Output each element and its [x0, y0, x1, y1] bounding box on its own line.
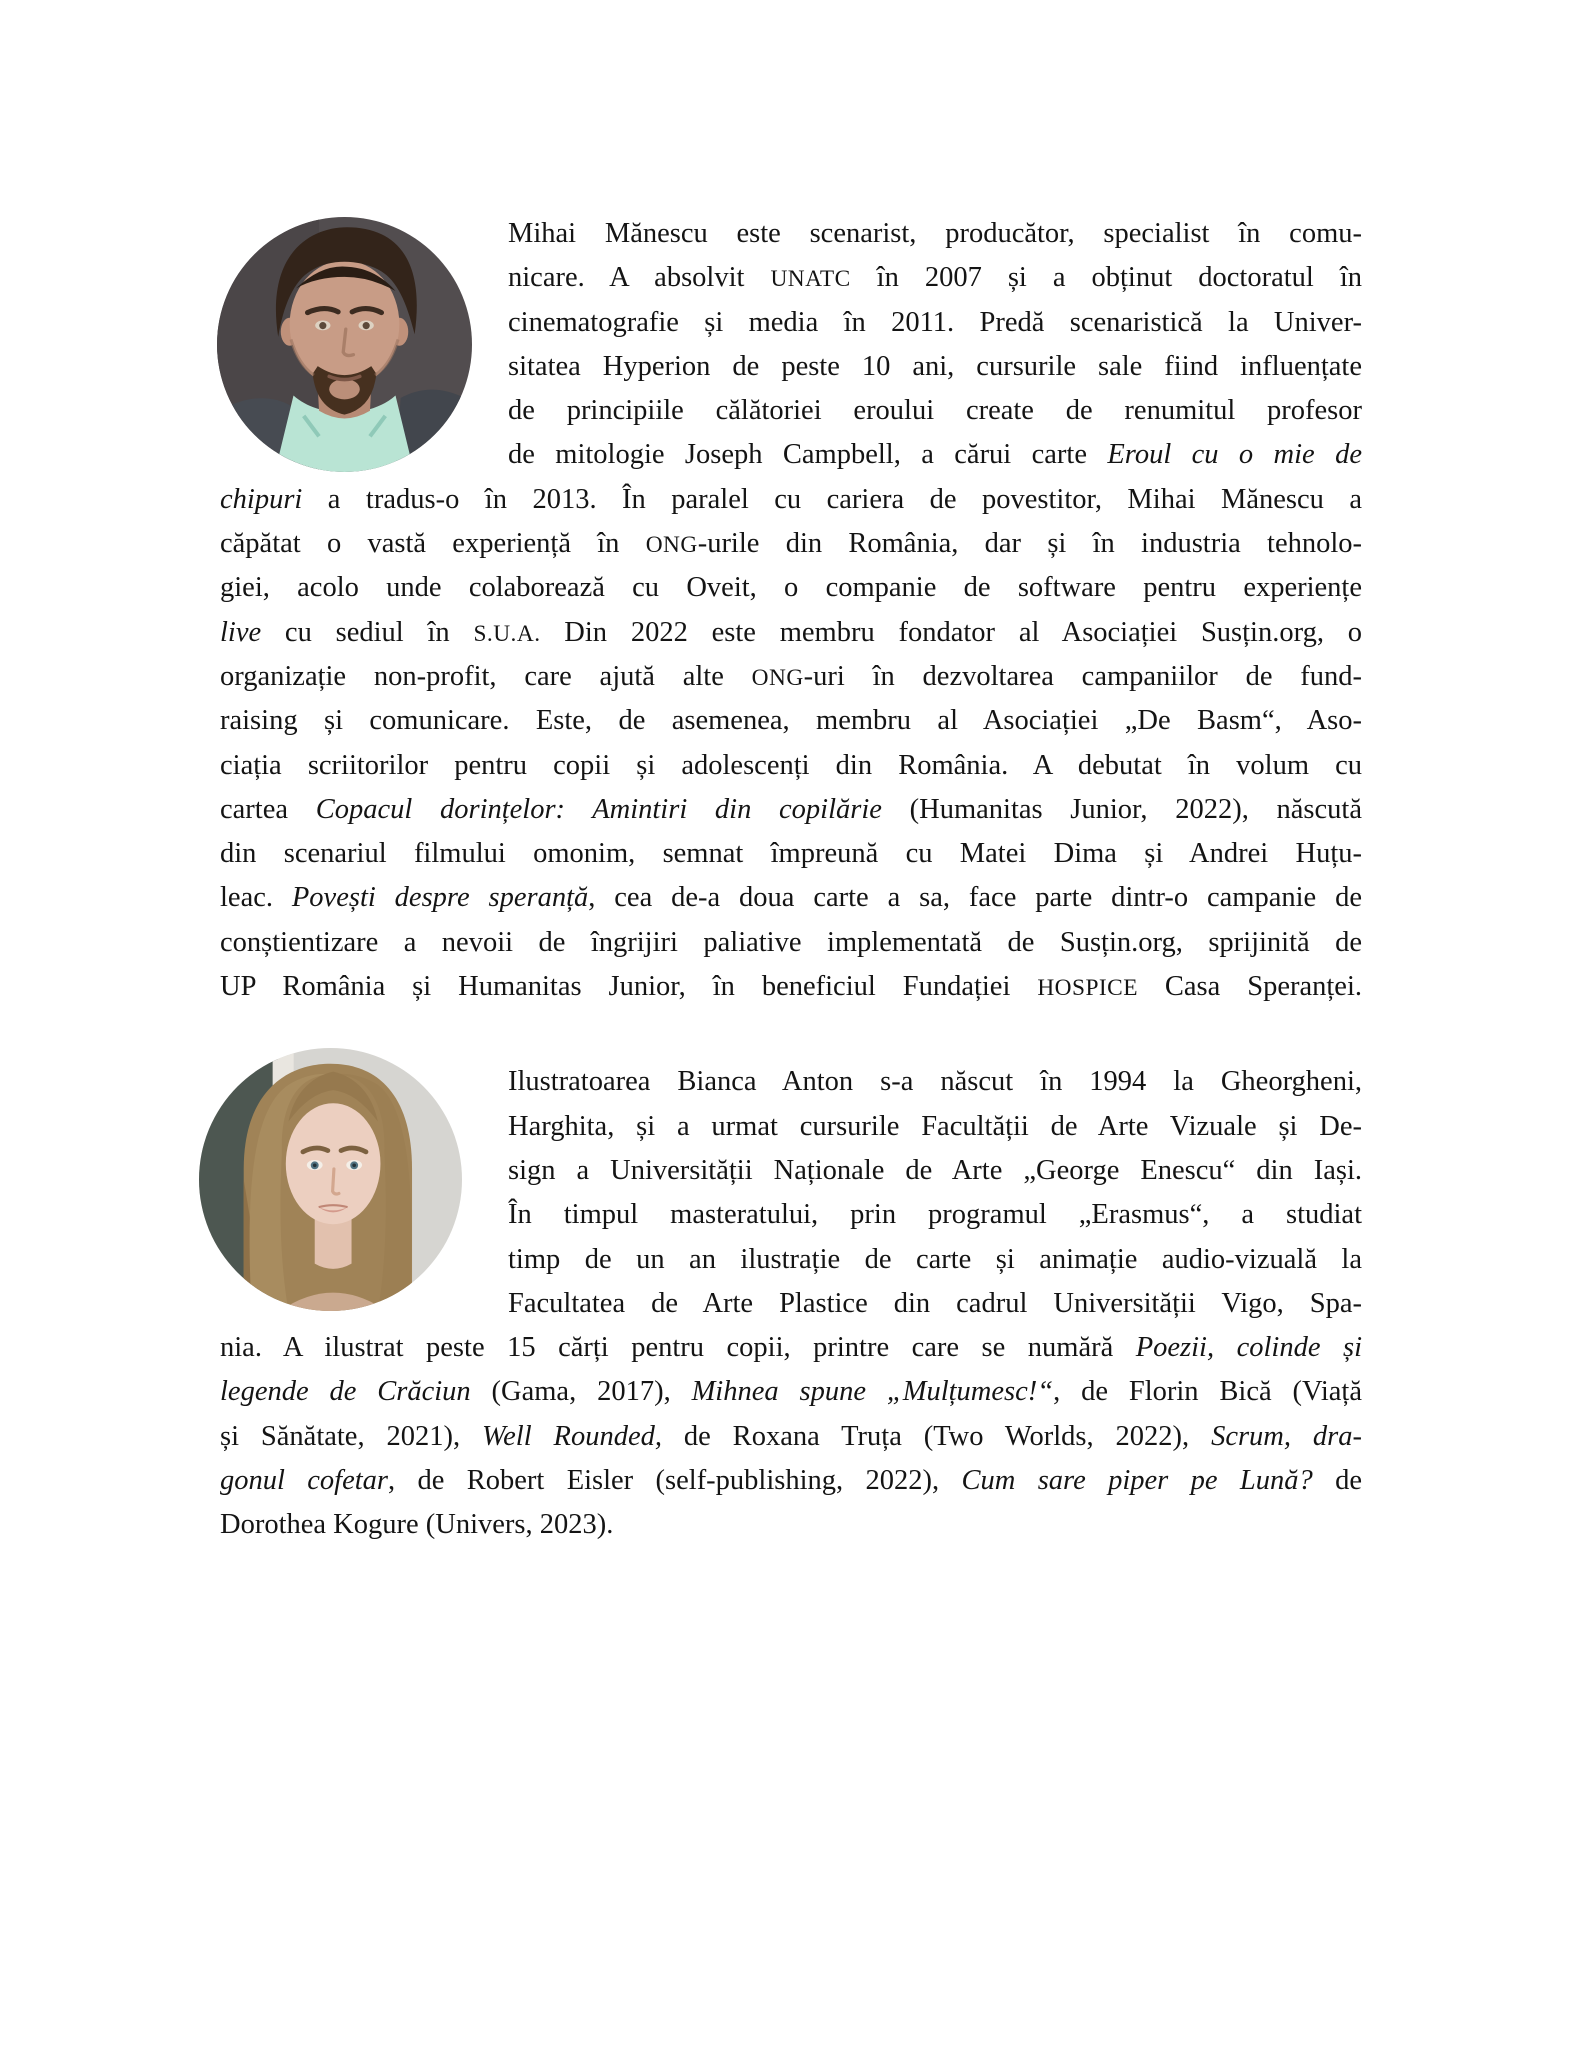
- text-run: de Roxana Truța (Two Worlds, 2022),: [661, 1420, 1212, 1452]
- text-run: în 2007 și a obținut doctoratul în: [850, 262, 1362, 294]
- text-run: , de Robert Eisler (self-publishing, 2022),: [388, 1465, 962, 1497]
- text-run: -urile din România, dar și în industria tehnolo-: [697, 528, 1363, 560]
- text-run: Facultatea de Arte Plastice din cadrul Universității Vigo, Spa-: [508, 1287, 1362, 1319]
- text-run: cinematografie și media în 2011. Predă scenaristică la Univer-: [508, 306, 1362, 338]
- text-run: Mihai Mănescu este scenarist, producător, specialist în comu-: [508, 218, 1362, 249]
- text-run: În timpul masteratului, prin programul „Erasmus“, a studiat: [508, 1199, 1362, 1231]
- text-run: din scenariul filmului omonim, semnat împreună cu Matei Dima și Andrei Huțu-: [220, 838, 1362, 870]
- bio-line: [220, 611, 1362, 655]
- text-run: a tradus-o în 2013. În paralel cu cariera de povestitor, Mihai Mănescu a: [302, 483, 1362, 515]
- bio-line: [220, 876, 1362, 920]
- bio-line: [220, 1459, 1362, 1503]
- smallcaps-text-run: HOSPICE: [1037, 975, 1138, 1002]
- bio-line: [508, 345, 1362, 389]
- text-run: Casa Speranței.: [1137, 971, 1362, 1003]
- text-run: sitatea Hyperion de peste 10 ani, cursurile sale fiind influențate: [508, 350, 1362, 382]
- bio-line: [508, 1105, 1362, 1149]
- text-run: leac.: [220, 882, 292, 914]
- italic-text-run: Eroul cu o mie de: [1107, 439, 1362, 471]
- author-photo-bianca-anton: [199, 1048, 462, 1311]
- bio-line: [508, 212, 1362, 256]
- text-run: Harghita, și a urmat cursurile Facultății de Arte Vizuale și De-: [508, 1110, 1362, 1142]
- italic-text-run: chipuri: [220, 483, 303, 515]
- bio-line: [220, 921, 1362, 965]
- text-run: Din 2022 este membru fondator al Asociației Susțin.org, o: [540, 616, 1362, 648]
- portrait-woman-illustration: [199, 1048, 462, 1311]
- bio-line: [220, 522, 1362, 566]
- text-run: de: [1312, 1465, 1362, 1497]
- bio-line: [220, 1503, 1362, 1547]
- italic-text-run: Povești despre speranță: [291, 882, 589, 914]
- italic-text-run: gonul cofetar: [220, 1465, 389, 1497]
- text-run: organizație non-profit, care ajută alte: [220, 660, 752, 692]
- bio-line: [508, 433, 1362, 477]
- portrait-man-illustration: [217, 217, 472, 472]
- bio-line: [220, 655, 1362, 699]
- bio-line: [220, 1370, 1362, 1414]
- text-run: și Sănătate, 2021),: [220, 1420, 483, 1452]
- text-run: Ilustratoarea Bianca Anton s-a născut în 1994 la Gheorgheni,: [508, 1066, 1362, 1098]
- bio-line: [220, 478, 1362, 522]
- italic-text-run: legende de Crăciun: [220, 1376, 471, 1408]
- bio-line: [220, 788, 1362, 832]
- bio-line: [508, 1282, 1362, 1326]
- text-run: sign a Universității Naționale de Arte „George Enescu“ din Iași.: [508, 1154, 1362, 1186]
- bio-line: [220, 566, 1362, 610]
- bio-line: [508, 1149, 1362, 1193]
- text-run: , de Florin Bică (Viață: [1053, 1376, 1362, 1408]
- author-bio-bianca-anton: [220, 1060, 1362, 1547]
- bio-line: [508, 1193, 1362, 1237]
- bio-line: [508, 389, 1362, 433]
- italic-text-run: Scrum, dra-: [1211, 1420, 1362, 1452]
- text-run: giei, acolo unde colaborează cu Oveit, o companie de software pentru experiențe: [220, 572, 1362, 604]
- text-run: de mitologie Joseph Campbell, a cărui carte: [508, 439, 1108, 471]
- text-run: , cea de-a doua carte a sa, face parte dintr-o campanie de: [588, 882, 1362, 914]
- text-run: ciația scriitorilor pentru copii și adolescenți din România. A debutat în volum cu: [220, 749, 1362, 781]
- bio-line: [508, 301, 1362, 345]
- italic-text-run: Mihnea spune „Mulțumesc!“: [691, 1376, 1054, 1408]
- bio-line: [220, 832, 1362, 876]
- text-run: timp de un an ilustrație de carte și animație audio-vizuală la: [508, 1243, 1362, 1275]
- text-run: -uri în dezvoltarea campaniilor de fund-: [803, 660, 1362, 692]
- bio-line: [220, 965, 1362, 1009]
- text-run: raising și comunicare. Este, de asemenea, membru al Asociației „De Basm“, Aso-: [220, 705, 1362, 737]
- italic-text-run: Copacul dorințelor: Amintiri din copilărie: [315, 793, 882, 825]
- text-run: nicare. A absolvit: [508, 262, 771, 294]
- bio-line: [220, 744, 1362, 788]
- text-run: nia. A ilustrat peste 15 cărți pentru copii, printre care se numără: [220, 1332, 1136, 1364]
- bio-line: [508, 256, 1362, 300]
- text-run: căpătat o vastă experiență în: [220, 528, 646, 560]
- italic-text-run: Well Rounded,: [482, 1420, 662, 1452]
- text-run: de principiile călătoriei eroului create de renumitul profesor: [508, 395, 1362, 427]
- bio-line: [220, 1415, 1362, 1459]
- text-run: cartea: [220, 793, 316, 825]
- text-run: conștientizare a nevoii de îngrijiri paliative implementată de Susțin.org, sprijinită de: [220, 926, 1362, 958]
- italic-text-run: Cum sare piper pe Lună?: [961, 1465, 1313, 1497]
- smallcaps-text-run: UNATC: [770, 266, 851, 293]
- italic-text-run: live: [220, 616, 262, 648]
- bio-line: [508, 1060, 1362, 1104]
- smallcaps-text-run: ONG: [645, 532, 698, 559]
- bio-line: [220, 1326, 1362, 1370]
- author-bio-mihai-manescu: [220, 212, 1362, 1009]
- author-photo-mihai-manescu: [217, 217, 472, 472]
- bio-line: [508, 1238, 1362, 1282]
- italic-text-run: Poezii, colinde și: [1135, 1332, 1362, 1364]
- smallcaps-text-run: ONG: [751, 664, 804, 691]
- bio-line: [220, 699, 1362, 743]
- text-run: (Gama, 2017),: [470, 1376, 692, 1408]
- text-run: Dorothea Kogure (Univers, 2023).: [220, 1509, 614, 1541]
- smallcaps-text-run: S.U.A.: [473, 620, 541, 647]
- text-run: cu sediul în: [261, 616, 474, 648]
- text-run: (Humanitas Junior, 2022), născută: [881, 793, 1362, 825]
- text-run: UP România și Humanitas Junior, în beneficiul Fundației: [220, 971, 1038, 1003]
